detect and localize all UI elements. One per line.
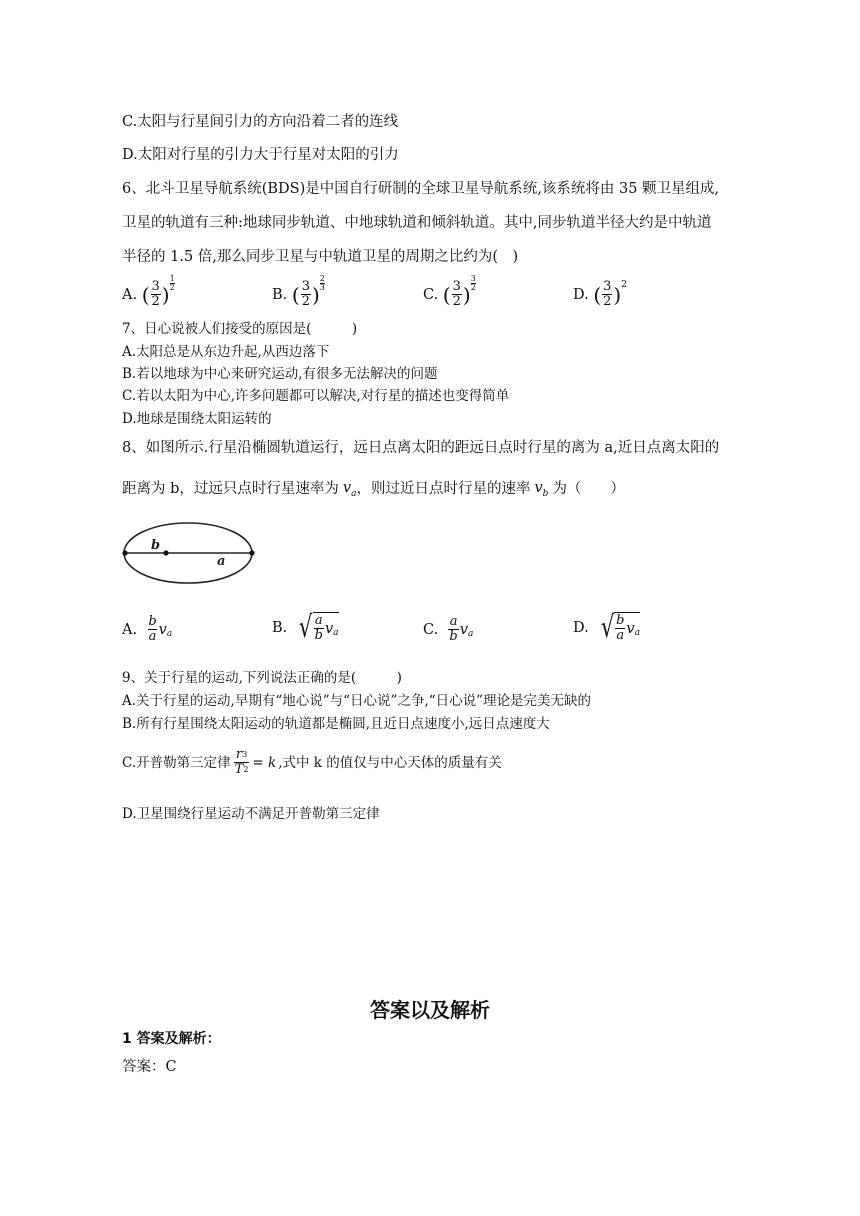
velocity-subscript: a [351,489,357,499]
q9c-text-part1: C.开普勒第三定律 [122,754,231,771]
q6-option-a: A. ( $\frac{3}{2}$ ) $\frac{1}{2}$ [122,274,175,309]
q8-text-part3: 为（ ） [552,481,625,497]
q7-option-a: A.太阳总是从东边升起,从西边落下 [122,344,330,360]
fraction-numerator: a [449,614,458,629]
option-label: C. [423,621,439,638]
exponent-numerator: 1 [169,274,175,283]
q9-option-d: D.卫星围绕行星运动不满足开普勒第三定律 [122,806,380,822]
aphelion-point [249,550,254,555]
q8-option-a [122,615,172,644]
perihelion-point [122,550,127,555]
option-label: D. [573,286,589,303]
q6-text-line3: 半径的 1.5 倍,那么同步卫星与中轨道卫星的周期之比约为( ) [122,249,519,265]
label-b: b [151,538,161,553]
fraction-numerator: b [616,613,625,628]
fraction-numerator: 3 [151,279,160,294]
option-label: A. [122,621,138,638]
q9c-text-part2: ,式中 k 的值仅与中心天体的质量有关 [278,754,502,771]
option-label: C. [423,286,439,303]
exponent: 2 [621,279,627,290]
fraction-numerator: a [314,613,323,628]
q8-text-line1: 8、如图所示.行星沿椭圆轨道运行，远日点离太阳的距远日点时行星的离为 a,近日点离太阳的 [122,440,720,456]
q5-option-d: D.太阳对行星的引力大于行星对太阳的引力 [122,147,399,163]
q7-option-b: B.若以地球为中心来研究运动,有很多无法解决的问题 [122,366,438,382]
q6-option-d: D. ( $\frac{3}{2}$ ) 2 [573,279,627,309]
q6-option-b: B. ( $\frac{3}{2}$ ) $\frac{2}{3}$ [272,274,325,309]
formula-numerator: r [235,747,243,762]
q9-text: 9、关于行星的运动,下列说法正确的是( ) [122,670,402,686]
velocity-symbol: v [342,480,352,496]
velocity-symbol: v [158,621,167,638]
velocity-subscript: a [166,628,173,639]
fraction-denominator: 2 [301,294,310,309]
q6-text-line2: 卫星的轨道有三种:地球同步轨道、中地球轨道和倾斜轨道。其中,同步轨道半径大约是中轨道 [122,215,712,231]
exponent-numerator: 2 [319,274,325,283]
option-label: B. [272,286,288,303]
answer-item1-title: 1 答案及解析： [122,1031,221,1047]
q8-option-d [573,609,640,645]
exponent-denominator: 3 [319,283,325,292]
velocity-symbol: v [459,621,468,638]
sun-point [163,550,168,555]
velocity-symbol: v [534,480,543,496]
q5-option-c: C.太阳与行星间引力的方向沿着二者的连线 [122,114,399,130]
formula-denominator: T [234,762,244,777]
q8-option-b [272,609,339,645]
velocity-subscript: b [542,489,549,499]
option-label: D. [573,619,589,636]
numerator-exponent: 3 [242,750,248,759]
fraction-denominator: 2 [151,294,160,309]
q7-text: 7、日心说被人们接受的原因是( ) [122,321,358,337]
exponent-numerator: 3 [470,274,476,283]
fraction-numerator: b [148,614,157,629]
fraction-numerator: 3 [301,279,310,294]
answer-heading: 答案以及解析 [370,998,490,1022]
sqrt-expression: √ $\frac{b}{a}$ v a [600,609,640,645]
fraction-numerator: 3 [452,279,461,294]
q9-option-a: A.关于行星的运动,早期有“地心说”与“日心说”之争,“日心说”理论是完美无缺的 [122,693,592,709]
denominator-exponent: 2 [243,765,249,774]
q8-text-line2 [122,479,625,499]
answer-item1-answer: 答案：C [122,1059,177,1075]
q9-option-c [122,748,502,777]
exponent-denominator: 2 [470,283,476,292]
fraction-denominator: a [148,629,157,644]
fraction-denominator: b [314,628,323,643]
q8-option-c [423,615,473,644]
sqrt-expression: √ $\frac{a}{b}$ v a [299,609,339,645]
exponent-denominator: 2 [169,283,175,292]
velocity-subscript: a [467,628,474,639]
fraction-denominator: 2 [603,294,612,309]
q6-text-line1: 6、北斗卫星导航系统(BDS)是中国自行研制的全球卫星导航系统,该系统将由 35 颗卫星组成, [122,181,720,197]
velocity-symbol: v [324,620,334,637]
option-label: B. [272,619,288,636]
orbit-ellipse-figure [120,520,260,588]
label-a: a [217,554,226,569]
q7-option-d: D.地球是围绕太阳运转的 [122,411,272,427]
fraction-denominator: b [449,629,458,644]
formula-rhs: = k [252,754,277,771]
q6-option-c: C. ( $\frac{3}{2}$ ) $\frac{3}{2}$ [423,274,476,309]
option-label: A. [122,286,138,303]
q7-option-c: C.若以太阳为中心,许多问题都可以解决,对行星的描述也变得简单 [122,388,510,404]
kepler-formula [234,748,250,777]
velocity-subscript: a [333,627,339,638]
fraction-denominator: a [616,628,625,643]
q9-option-b: B.所有行星围绕太阳运动的轨道都是椭圆,且近日点速度小,远日点速度大 [122,716,550,732]
q8-text-part1: 距离为 b，过远只点时行星速率为 [122,481,339,497]
fraction-denominator: 2 [452,294,461,309]
q8-text-part2: ，则过近日点时行星的速率 [356,481,531,497]
velocity-subscript: a [634,627,640,638]
fraction-numerator: 3 [603,279,612,294]
velocity-symbol: v [626,620,635,637]
